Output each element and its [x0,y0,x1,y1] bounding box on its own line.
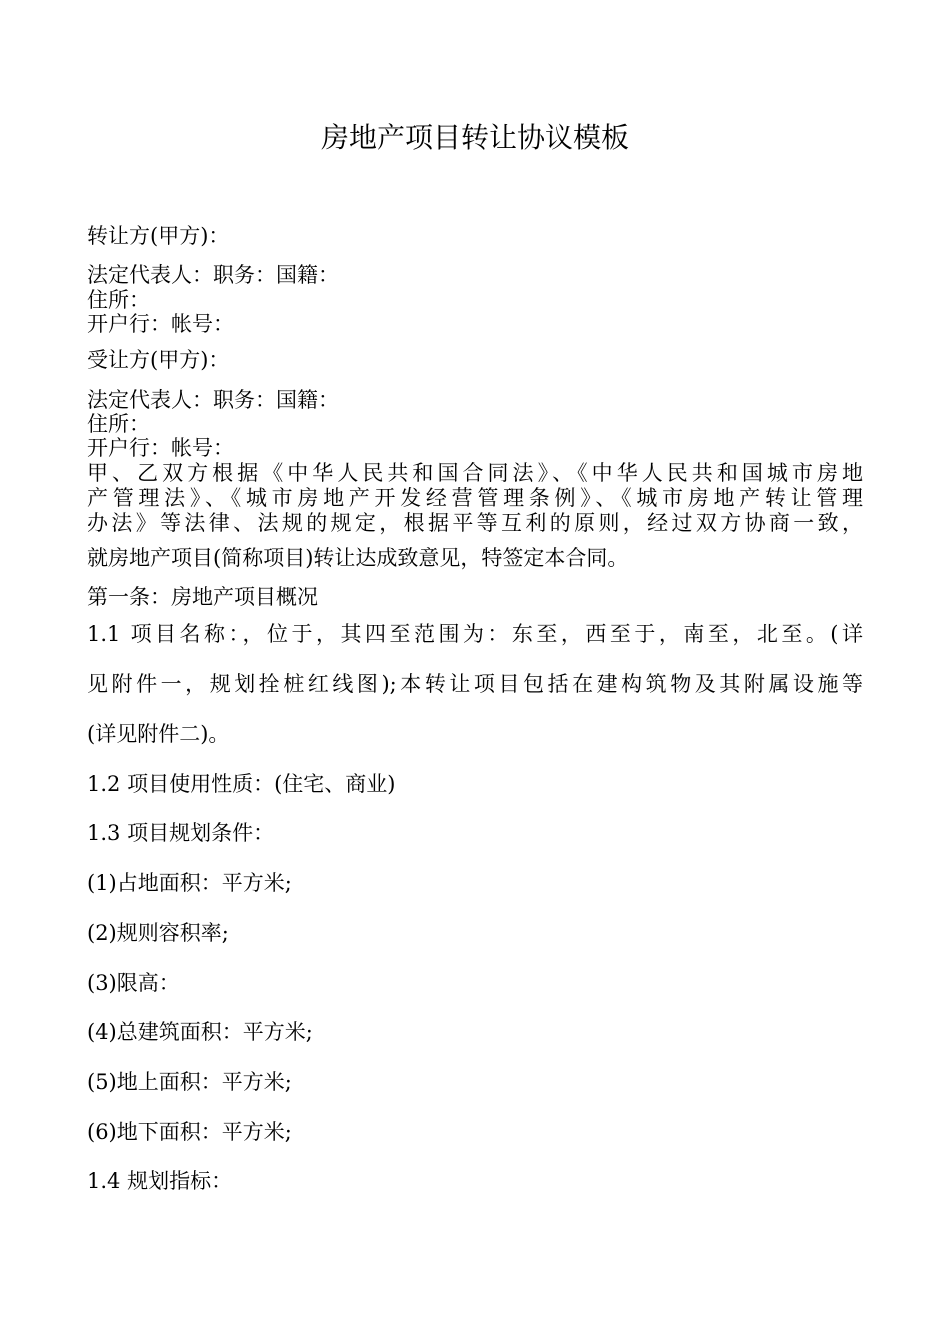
party-a-address: 住所： [87,288,150,312]
party-b-bank: 开户行：帐号： [87,436,234,460]
party-a-representative: 法定代表人：职务：国籍： [87,263,339,287]
party-b-representative: 法定代表人：职务：国籍： [87,388,339,412]
section-1-2: 1.2 项目使用性质：(住宅、商业) [87,772,396,796]
section-1-3: 1.3 项目规划条件： [87,821,275,845]
section-1-1-line-2: 见附件一，规划拴桩红线图);本转让项目包括在建构筑物及其附属设施等 [87,672,863,696]
preamble-line-3: 办法》等法律、法规的规定，根据平等互利的原则，经过双方协商一致， [87,511,863,535]
section-1-4: 1.4 规划指标： [87,1169,233,1193]
planning-item-1: (1)占地面积：平方米; [87,871,292,895]
document-title: 房地产项目转让协议模板 [320,121,629,154]
planning-item-4: (4)总建筑面积：平方米; [87,1020,313,1044]
planning-item-3: (3)限高： [87,971,180,995]
planning-item-6: (6)地下面积：平方米; [87,1120,292,1144]
preamble-line-4: 就房地产项目(简称项目)转让达成致意见，特签定本合同。 [87,546,629,570]
preamble-line-2: 产管理法》、《城市房地产开发经营管理条例》、《城市房地产转让管理 [87,486,863,510]
preamble-line-1: 甲、乙双方根据《中华人民共和国合同法》、《中华人民共和国城市房地 [87,461,863,485]
planning-item-2: (2)规则容积率; [87,921,229,945]
section-1-1-line-3: (详见附件二)。 [87,722,230,746]
section-1-1-line-1: 1.1 项目名称：，位于，其四至范围为：东至，西至于，南至，北至。(详 [87,622,863,646]
party-b-heading: 受让方(甲方)： [87,348,230,372]
party-a-bank: 开户行：帐号： [87,312,234,336]
article-1-heading: 第一条：房地产项目概况 [87,585,318,609]
planning-item-5: (5)地上面积：平方米; [87,1070,292,1094]
party-a-heading: 转让方(甲方)： [87,224,230,248]
party-b-address: 住所： [87,412,150,436]
